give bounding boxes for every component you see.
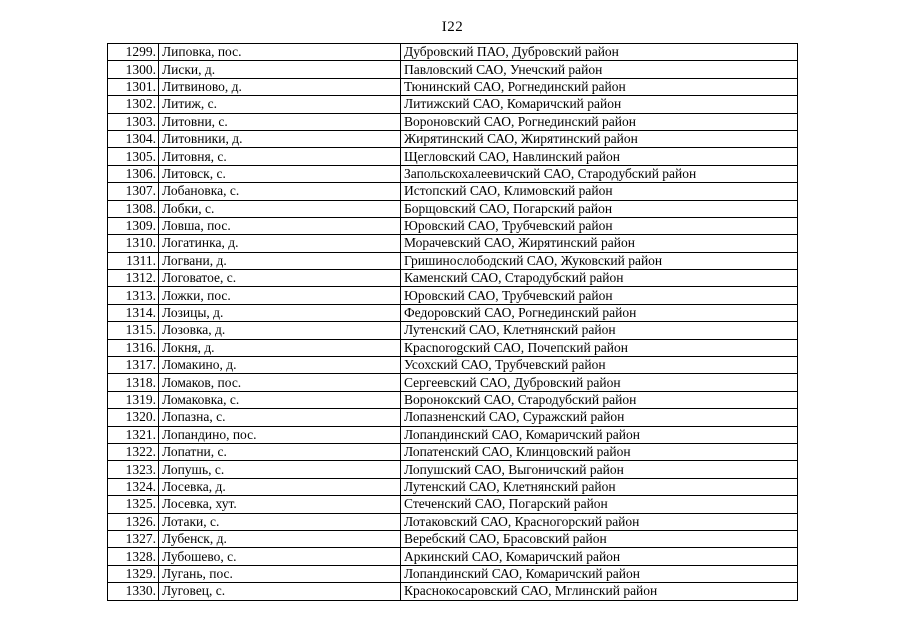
settlement-name-cell: Лубошево, с. (159, 548, 401, 565)
table-row (108, 565, 798, 582)
administration-district-cell: Усохский САО, Трубчевский район (401, 357, 798, 374)
table-row (108, 235, 798, 252)
row-number-cell: 1306. (108, 165, 159, 182)
table-row (108, 61, 798, 78)
administration-district-cell: Воронокский САО, Стародубский район (401, 391, 798, 408)
table-row (108, 165, 798, 182)
table-row (108, 96, 798, 113)
row-number-cell: 1301. (108, 78, 159, 95)
settlement-name-cell: Ложки, пос. (159, 287, 401, 304)
row-number-cell: 1319. (108, 391, 159, 408)
settlement-name-cell: Ловша, пос. (159, 217, 401, 234)
table-row (108, 130, 798, 147)
row-number-cell: 1321. (108, 426, 159, 443)
administration-district-cell: Гришинослободский САО, Жуковский район (401, 252, 798, 269)
settlement-name-cell: Луговец, с. (159, 583, 401, 600)
administration-district-cell: Жирятинский САО, Жирятинский район (401, 130, 798, 147)
settlement-name-cell: Лопазна, с. (159, 409, 401, 426)
administration-district-cell: Лопатенский САО, Клинцовский район (401, 443, 798, 460)
administration-district-cell: Аркинский САО, Комаричский район (401, 548, 798, 565)
row-number-cell: 1316. (108, 339, 159, 356)
row-number-cell: 1310. (108, 235, 159, 252)
row-number-cell: 1304. (108, 130, 159, 147)
administration-district-cell: Лутенский САО, Клетнянский район (401, 322, 798, 339)
administration-district-cell: Федоровский САО, Рогнединский район (401, 304, 798, 321)
table-row (108, 252, 798, 269)
settlement-name-cell: Лозовка, д. (159, 322, 401, 339)
row-number-cell: 1313. (108, 287, 159, 304)
administration-district-cell: Юровский САО, Трубчевский район (401, 217, 798, 234)
settlement-name-cell: Логвани, д. (159, 252, 401, 269)
settlement-name-cell: Ломаковка, с. (159, 391, 401, 408)
row-number-cell: 1315. (108, 322, 159, 339)
row-number-cell: 1326. (108, 513, 159, 530)
administration-district-cell: Дубровский ПАО, Дубровский район (401, 44, 798, 61)
settlement-name-cell: Лосевка, хут. (159, 496, 401, 513)
row-number-cell: 1314. (108, 304, 159, 321)
table-row (108, 530, 798, 547)
table-row (108, 426, 798, 443)
administration-district-cell: Лопандинский САО, Комаричский район (401, 565, 798, 582)
row-number-cell: 1317. (108, 357, 159, 374)
table-row (108, 409, 798, 426)
row-number-cell: 1327. (108, 530, 159, 547)
table-row (108, 339, 798, 356)
administration-district-cell: Лопушский САО, Выгоничский район (401, 461, 798, 478)
administration-district-cell: Тюнинский САО, Рогнединский район (401, 78, 798, 95)
settlement-name-cell: Лобки, с. (159, 200, 401, 217)
settlement-name-cell: Литиж, с. (159, 96, 401, 113)
settlement-name-cell: Литовск, с. (159, 165, 401, 182)
table-row (108, 391, 798, 408)
settlement-name-cell: Ломакино, д. (159, 357, 401, 374)
row-number-cell: 1305. (108, 148, 159, 165)
table-row (108, 357, 798, 374)
administration-district-cell: Литижский САО, Комаричский район (401, 96, 798, 113)
administration-district-cell: Вороновский САО, Рогнединский район (401, 113, 798, 130)
administration-district-cell: Запольскохалеевичский САО, Стародубский район (401, 165, 798, 182)
administration-district-cell: Лопандинский САО, Комаричский район (401, 426, 798, 443)
table-row (108, 583, 798, 600)
row-number-cell: 1320. (108, 409, 159, 426)
settlement-name-cell: Логоватое, с. (159, 270, 401, 287)
administration-district-cell: Истопский САО, Климовский район (401, 183, 798, 200)
table-row (108, 374, 798, 391)
table-row (108, 513, 798, 530)
administration-district-cell: Юровский САО, Трубчевский район (401, 287, 798, 304)
row-number-cell: 1302. (108, 96, 159, 113)
row-number-cell: 1312. (108, 270, 159, 287)
row-number-cell: 1318. (108, 374, 159, 391)
table-row (108, 270, 798, 287)
settlement-name-cell: Лозицы, д. (159, 304, 401, 321)
administration-district-cell: Лотаковский САО, Красногорский район (401, 513, 798, 530)
row-number-cell: 1322. (108, 443, 159, 460)
row-number-cell: 1309. (108, 217, 159, 234)
table-row (108, 548, 798, 565)
settlement-name-cell: Литовни, с. (159, 113, 401, 130)
administration-district-cell: Борщовский САО, Погарский район (401, 200, 798, 217)
administration-district-cell: Павловский САО, Унечский район (401, 61, 798, 78)
administration-district-cell: Краснокосаровский САО, Мглинский район (401, 583, 798, 600)
table-body (108, 44, 798, 601)
table-row (108, 148, 798, 165)
row-number-cell: 1307. (108, 183, 159, 200)
settlement-name-cell: Лобановка, с. (159, 183, 401, 200)
settlement-name-cell: Литвиново, д. (159, 78, 401, 95)
settlement-name-cell: Лопандино, пос. (159, 426, 401, 443)
row-number-cell: 1330. (108, 583, 159, 600)
table-row (108, 217, 798, 234)
row-number-cell: 1323. (108, 461, 159, 478)
administration-district-cell: Морачевский САО, Жирятинский район (401, 235, 798, 252)
table-row (108, 304, 798, 321)
row-number-cell: 1299. (108, 44, 159, 61)
table-row (108, 478, 798, 495)
page-number: I22 (441, 19, 464, 35)
table-row (108, 496, 798, 513)
administration-district-cell: Красnorogский САО, Почепский район (401, 339, 798, 356)
settlements-table (107, 43, 798, 601)
administration-district-cell: Щегловский САО, Навлинский район (401, 148, 798, 165)
settlement-name-cell: Литовники, д. (159, 130, 401, 147)
table-row (108, 113, 798, 130)
row-number-cell: 1324. (108, 478, 159, 495)
administration-district-cell: Сергеевский САО, Дубровский район (401, 374, 798, 391)
table-row (108, 183, 798, 200)
table-row (108, 443, 798, 460)
row-number-cell: 1329. (108, 565, 159, 582)
row-number-cell: 1325. (108, 496, 159, 513)
settlement-name-cell: Лопушь, с. (159, 461, 401, 478)
settlement-name-cell: Ломаков, пос. (159, 374, 401, 391)
settlement-name-cell: Лубенск, д. (159, 530, 401, 547)
administration-district-cell: Веребский САО, Брасовский район (401, 530, 798, 547)
table-row (108, 287, 798, 304)
settlement-name-cell: Лосевка, д. (159, 478, 401, 495)
settlement-name-cell: Локня, д. (159, 339, 401, 356)
settlement-name-cell: Лиски, д. (159, 61, 401, 78)
administration-district-cell: Стеченский САО, Погарский район (401, 496, 798, 513)
row-number-cell: 1311. (108, 252, 159, 269)
settlement-name-cell: Логатинка, д. (159, 235, 401, 252)
row-number-cell: 1328. (108, 548, 159, 565)
settlement-name-cell: Лопатни, с. (159, 443, 401, 460)
row-number-cell: 1303. (108, 113, 159, 130)
table-row (108, 322, 798, 339)
settlement-name-cell: Литовня, с. (159, 148, 401, 165)
row-number-cell: 1308. (108, 200, 159, 217)
table-row (108, 78, 798, 95)
administration-district-cell: Каменский САО, Стародубский район (401, 270, 798, 287)
administration-district-cell: Лопазненский САО, Суражский район (401, 409, 798, 426)
administration-district-cell: Лутенский САО, Клетнянский район (401, 478, 798, 495)
settlement-name-cell: Лотаки, с. (159, 513, 401, 530)
row-number-cell: 1300. (108, 61, 159, 78)
table-row (108, 461, 798, 478)
table-row (108, 44, 798, 61)
settlement-name-cell: Лугань, пос. (159, 565, 401, 582)
table-row (108, 200, 798, 217)
settlement-name-cell: Липовка, пос. (159, 44, 401, 61)
